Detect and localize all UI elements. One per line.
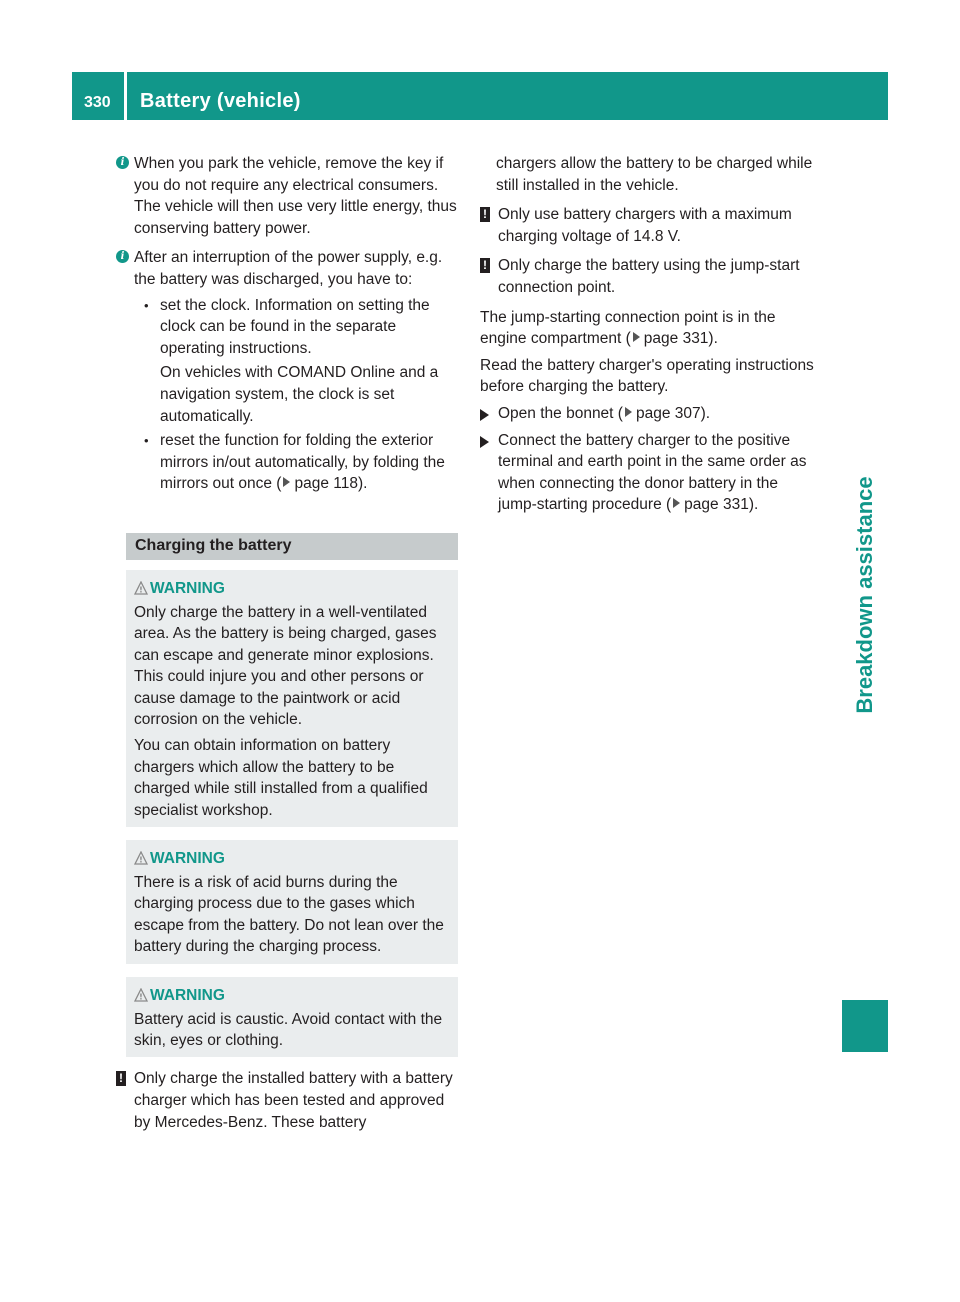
caution-continued (480, 153, 814, 196)
step-text: Open the bonnet ( page 307). (498, 404, 711, 422)
warning-label: WARNING (150, 579, 225, 597)
bullet-icon: • (144, 433, 149, 449)
warning-box (126, 570, 458, 827)
page-header (72, 72, 888, 120)
page-ref-icon (673, 498, 680, 508)
warning-text: There is a risk of acid burns during the charging process due to the gases which escape from the battery. Do not lean over the battery during the charging process. (134, 873, 444, 956)
warning-icon (134, 581, 148, 595)
caution-note (116, 1068, 460, 1133)
page-ref-icon (633, 332, 640, 342)
warning-box (126, 840, 458, 964)
step-text: Connect the battery charger to the positive terminal and earth point in the same order as when connecting the donor battery in the jump-starting procedure ( page 331). (498, 431, 807, 514)
svg-text:!: ! (139, 585, 143, 595)
warning-text: You can obtain information on battery chargers which allow the battery to be charged while still installed from a qualified specialist workshop. (134, 737, 428, 819)
info-text: When you park the vehicle, remove the key if you do not require any electrical consumers. The vehicle will then use very little energy, thus conserving battery power. (134, 155, 457, 237)
right-column (480, 153, 814, 516)
caution-note (480, 204, 814, 247)
section-title: Battery (vehicle) (140, 90, 301, 112)
info-icon: i (116, 250, 129, 263)
step-item (480, 403, 814, 425)
warning-label: WARNING (150, 986, 225, 1004)
subheading-text: Charging the battery (135, 536, 292, 554)
page-ref-link[interactable]: page 307). (635, 404, 711, 422)
svg-text:!: ! (139, 992, 143, 1002)
bullet-item (116, 295, 460, 428)
body-paragraph: The jump-starting connection point is in the engine compartment ( page 331). (480, 308, 776, 348)
warning-text: Only charge the battery in a well-ventilated area. As the battery is being charged, gases can escape and generate minor explosions. This could injure you and other persons or cause damage to the paintwork or acid corrosion on the vehicle. (134, 603, 437, 728)
bullet-text: reset the function for folding the exterior mirrors in/out automatically, by folding the mirrors out once ( page 118). (160, 432, 445, 493)
bullet-text: set the clock. Information on setting the clock can be found in the separate operating instructions. (160, 296, 430, 357)
warning-title (139, 849, 450, 868)
chapter-marker-block (842, 1000, 888, 1052)
caution-text-continued: chargers allow the battery to be charged while still installed in the vehicle. (496, 155, 813, 194)
bullet-text-continued: On vehicles with COMAND Online and a navigation system, the clock is set automatically. (160, 364, 439, 425)
page-ref-link[interactable]: page 331). (643, 330, 718, 348)
caution-text: Only charge the battery using the jump-start connection point. (498, 257, 800, 296)
page-ref-link[interactable]: page 331). (684, 496, 759, 514)
warning-box (126, 977, 458, 1058)
body-paragraph: Read the battery charger's operating instructions before charging the battery. (480, 356, 814, 396)
warning-label: WARNING (150, 849, 225, 867)
chapter-label: Breakdown assistance (852, 476, 877, 714)
left-column (116, 153, 460, 1133)
caution-text: Only charge the installed battery with a battery charger which has been tested and approved by Mercedes-Benz. These battery (134, 1070, 453, 1131)
warning-title (139, 579, 450, 598)
step-arrow-icon (480, 436, 489, 448)
warning-icon (134, 988, 148, 1002)
page-ref-icon (625, 407, 632, 417)
caution-icon: ! (480, 258, 490, 273)
header-divider (124, 72, 127, 120)
page-number: 330 (84, 94, 111, 111)
bullet-item (116, 430, 460, 495)
subheading (126, 533, 458, 560)
page-ref-link[interactable]: page 118). (294, 475, 368, 493)
caution-icon: ! (480, 207, 490, 222)
svg-text:!: ! (139, 855, 143, 865)
step-arrow-icon (480, 409, 489, 421)
warning-text: Battery acid is caustic. Avoid contact with the skin, eyes or clothing. (134, 1010, 443, 1049)
info-note (116, 247, 460, 290)
info-note (116, 153, 460, 239)
warning-title (139, 986, 450, 1005)
info-icon: i (116, 156, 129, 169)
info-text: After an interruption of the power supply, e.g. the battery was discharged, you have to: (134, 249, 443, 288)
warning-icon (134, 851, 148, 865)
caution-icon: ! (116, 1071, 126, 1086)
bullet-icon: • (144, 297, 149, 313)
step-item (480, 430, 814, 516)
caution-text: Only use battery chargers with a maximum charging voltage of 14.8 V. (498, 206, 792, 245)
page-ref-icon (283, 477, 290, 487)
caution-note (480, 255, 814, 298)
side-tab (842, 440, 888, 750)
